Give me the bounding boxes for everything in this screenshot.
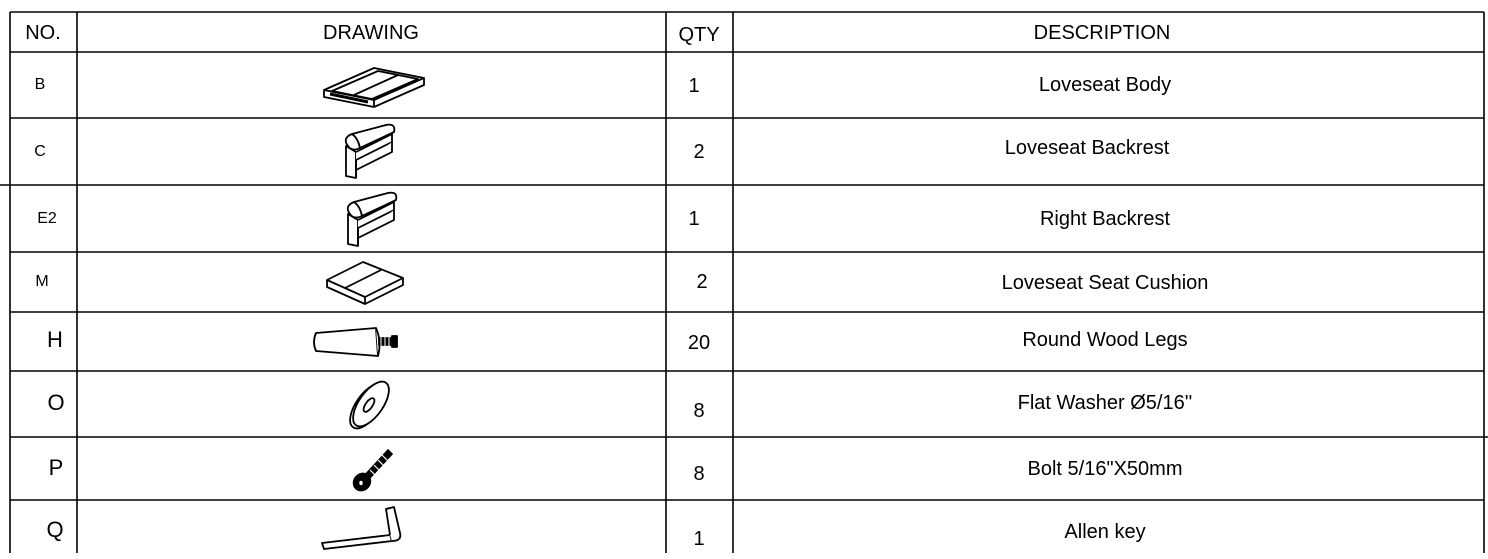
row-h-no: H [47,327,63,352]
row-c-description: Loveseat Backrest [1004,137,1170,159]
seat-cushion-icon [323,258,407,308]
row-o-no: O [47,390,65,415]
row-b-qty: 1 [688,75,700,97]
row-m-no: M [35,273,49,290]
row-c-no: C [34,143,46,160]
row-e2-description: Right Backrest [1039,208,1171,230]
washer-icon [340,378,396,434]
header-qty: QTY [678,24,720,46]
backrest-icon [342,190,402,248]
row-q-qty: 1 [693,528,705,550]
row-p-description: Bolt 5/16"X50mm [1027,458,1183,480]
row-p-no: P [48,455,64,480]
row-p-qty: 8 [693,463,705,485]
row-h-description: Round Wood Legs [1022,329,1188,351]
row-m-qty: 2 [696,271,708,293]
row-h-qty: 20 [687,332,711,354]
header-drawing: DRAWING [323,22,419,44]
header-description: DESCRIPTION [1033,22,1171,44]
row-q-description: Allen key [1064,521,1146,543]
row-m-description: Loveseat Seat Cushion [1001,272,1209,294]
backrest-icon [340,122,400,180]
row-b-no: B [34,76,46,93]
row-e2-qty: 1 [688,208,700,230]
row-q-no: Q [46,517,64,542]
header-no: NO. [25,22,61,44]
wood-leg-icon [310,327,402,357]
row-b-description: Loveseat Body [1038,74,1172,96]
allen-key-icon [320,505,412,551]
row-e2-no: E2 [37,210,57,227]
loveseat-body-icon [318,60,428,110]
row-o-qty: 8 [693,400,705,422]
row-c-qty: 2 [693,141,705,163]
row-o-description: Flat Washer Ø5/16'' [1017,392,1193,414]
bolt-icon [350,444,396,494]
